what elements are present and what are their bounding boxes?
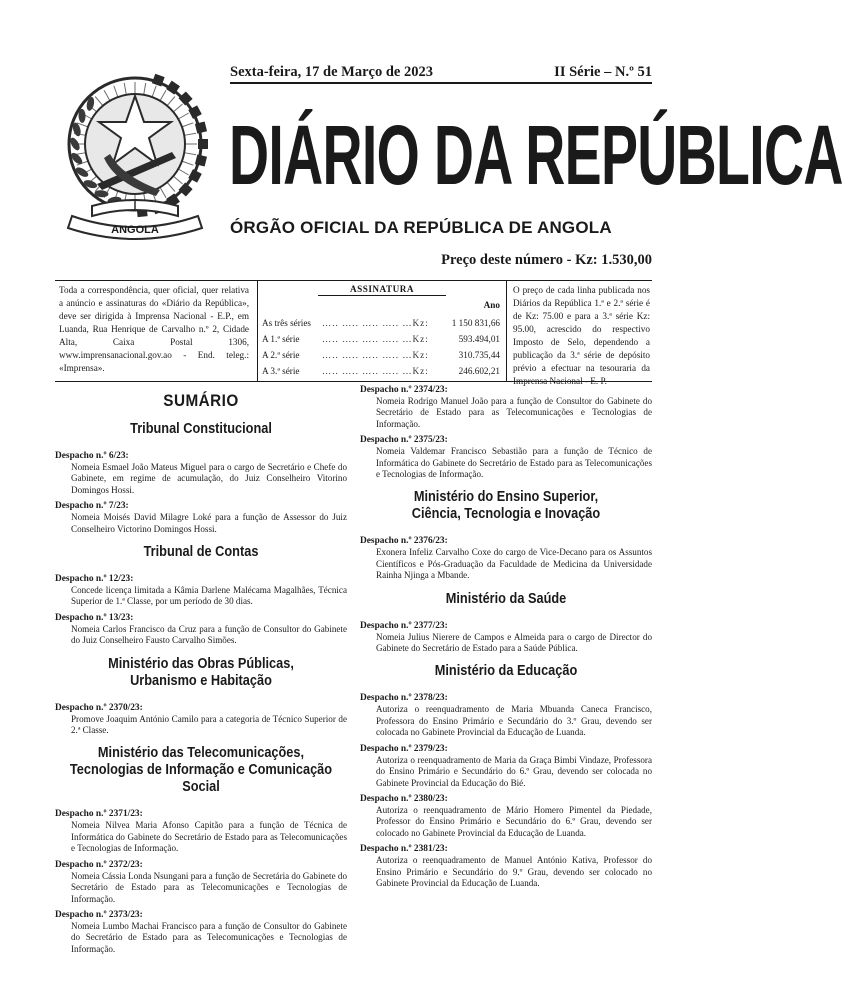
subscription-table: [257, 281, 507, 381]
sun-ray: [178, 113, 188, 119]
despacho-entry: [55, 500, 347, 535]
row-label: As três séries: [262, 318, 311, 328]
despacho-number: Despacho n.º 2371/23:: [55, 809, 143, 820]
year-label: Ano: [483, 300, 500, 310]
line-price-note: O preço de cada linha publicada nos Diários da República 1.ª e 2.ª série é de Kz: 75.00 e para a 3.ª série Kz: 95.00, acrescido do respectivo Imposto de Selo, dependendo a publicação da 3.ª série de depósito prévio a efectuar na tesouraria da Imprensa Nacional - E. P.: [513, 285, 650, 386]
despacho-entry: [360, 434, 652, 480]
despacho-number: Despacho n.º 2380/23:: [360, 793, 448, 804]
sun-ray: [124, 83, 126, 95]
angola-emblem-icon: [52, 66, 218, 242]
cog-tooth: [178, 91, 192, 105]
despacho-text: Autoriza o reenquadramento de Maria Mbuanda Caneca Francisco, Professora do Ensino Primário e Secundário do 3.º Grau, devendo ser colocada no Gabinete Provincial da Educação de Luanda.: [376, 704, 652, 738]
sun-ray: [104, 90, 110, 100]
sun-ray: [95, 97, 103, 106]
issue-date: Sexta-feira, 17 de Março de 2023: [230, 64, 433, 80]
despacho-text: Autoriza o reenquadramento de Manuel António Kativa, Professor do Ensino Primário e Secundário do 9.º Grau, devendo ser colocado no Gabinete Provincial da Educação de Luanda.: [376, 855, 652, 888]
row-value: 593.494,01: [458, 334, 500, 344]
heading-rule: [318, 295, 446, 296]
section-heading: Ministério das Obras Públicas, Urbanismo e Habitação: [108, 655, 294, 689]
row-value: 310.735,44: [458, 350, 500, 360]
sun-ray: [182, 161, 193, 165]
despacho-number: Despacho n.º 2378/23:: [360, 693, 448, 704]
row-value: 1 150 831,66: [451, 318, 500, 328]
row-dots: ….. ….. ….. ….. …Kz:: [322, 350, 429, 360]
despacho-text: Nomeia Lumbo Machai Francisco para a função de Consultor do Gabinete do Secretário de Estado para as Telecomunicações e Tecnologias de Informação.: [71, 920, 347, 954]
despacho-entry: [55, 612, 347, 647]
dateline: [230, 62, 652, 84]
subscription-row: [262, 349, 500, 362]
sun-ray: [173, 176, 182, 184]
sun-ray: [167, 182, 175, 191]
despacho-entry: [360, 692, 652, 738]
despacho-text: Nomeia Cássia Londa Nsungani para a função de Secretária do Gabinete do Secretário de Estado para as Telecomunicações e Tecnologias de Informação.: [71, 870, 347, 904]
row-dots: ….. ….. ….. ….. …Kz:: [322, 318, 429, 328]
section-heading: Tribunal de Contas: [143, 544, 259, 561]
sun-ray: [160, 187, 166, 197]
despacho-text: Concede licença limitada a Kâmia Darlene Malécama Magalhães, Técnica Superior de 1.ª Classe, por um período de 30 dias.: [71, 585, 347, 607]
despacho-text: Autoriza o reenquadramento de Maria da Graça Bimbi Vindaze, Professora do Ensino Primário e Secundário do 6.º Grau, devendo ser colocada no Gabinete Provincial da Educação do Bié.: [376, 754, 652, 788]
sun-ray: [114, 86, 118, 97]
sun-ray: [182, 123, 193, 127]
summary-right-column: [360, 384, 652, 889]
sun-ray: [173, 104, 182, 112]
despacho-text: Autoriza o reenquadramento de Mário Homero Pimentel da Piedade, Professor do Ensino Primário e Secundário do 6.º Grau, devendo ser colocado no Gabinete Provincial da Educação de Luanda.: [376, 804, 652, 838]
despacho-entry: [360, 535, 652, 581]
subscription-row: [262, 365, 500, 378]
despacho-number: Despacho n.º 13/23:: [55, 612, 134, 623]
despacho-entry: [360, 743, 652, 789]
sun-ray: [184, 153, 196, 155]
despacho-entry: [360, 793, 652, 839]
despacho-number: Despacho n.º 2377/23:: [360, 620, 448, 631]
row-dots: ….. ….. ….. ….. …Kz:: [322, 366, 429, 376]
despacho-text: Nomeia Carlos Francisco da Cruz para a função de Consultor do Gabinete do Juiz Conselheiro Fausto Carvalho Simões.: [71, 623, 347, 646]
despacho-number: Despacho n.º 7/23:: [55, 501, 129, 512]
sun-ray: [167, 97, 175, 106]
cog-tooth: [198, 139, 208, 149]
subscription-row: [262, 317, 500, 330]
despacho-entry: [55, 909, 347, 955]
despacho-entry: [55, 450, 347, 496]
despacho-entry: [55, 859, 347, 905]
section-heading: Tribunal Constitucional: [130, 421, 272, 437]
info-box: [55, 280, 652, 386]
row-dots: ….. ….. ….. ….. …Kz:: [322, 334, 429, 344]
despacho-text: Nomeia Moisés David Milagre Loké para a função de Assessor do Juiz Conselheiro Victorino Domingos Hossi.: [71, 512, 347, 534]
emblem-ribbon-text: ANGOLA: [111, 224, 159, 236]
sun-ray: [152, 86, 156, 97]
summary-left-column: [55, 385, 347, 955]
despacho-text: Nomeia Nilvea Maria Afonso Capitão para a função de Técnica de Informática do Gabinete do Secretário de Estado para as Telecomunicações e Tecnologias de Informação.: [71, 820, 347, 854]
despacho-number: Despacho n.º 2373/23:: [55, 909, 143, 920]
despacho-entry: [360, 384, 652, 430]
section-heading: Ministério da Educação: [434, 663, 578, 680]
despacho-number: Despacho n.º 6/23:: [55, 451, 129, 461]
despacho-text: Nomeia Valdemar Francisco Sebastião para a função de Técnico de Informática do Gabinete do Secretário de Estado para as Telecomunicações e Tecnologias de Informação.: [376, 446, 652, 480]
section-heading: Ministério das Telecomunicações, Tecnologias de Informação e Comunicação Social: [69, 745, 333, 796]
issue-price: Preço deste número - Kz: 1.530,00: [441, 252, 652, 268]
row-label: A 1.ª série: [262, 334, 300, 344]
sun-ray: [144, 83, 146, 95]
despacho-text: Promove Joaquim António Camilo para a categoria de Técnico Superior de 2.ª Classe.: [71, 713, 347, 736]
cog-tooth: [178, 182, 192, 196]
despacho-number: Despacho n.º 2372/23:: [55, 859, 143, 870]
despacho-text: Exonera Infeliz Carvalho Coxe do cargo de Vice-Decano para os Assuntos Científicos e Pós-Graduação da Faculdade de Medicina da Universidade Rainha Njinga a Mbande.: [376, 547, 652, 581]
despacho-text: Nomeia Esmael João Mateus Miguel para o cargo de Secretário e Chefe do Gabinete, em regime de acumulação, do Juiz Conselheiro Vitorino Domingos Hossi.: [71, 462, 347, 495]
section-heading: Ministério do Ensino Superior, Ciência, Tecnologia e Inovação: [411, 489, 601, 523]
despacho-number: Despacho n.º 2379/23:: [360, 743, 448, 754]
correspondence-note: Toda a correspondência, quer oficial, quer relativa a anúncio e assinaturas do «Diário da República», deve ser dirigida à Imprensa Nacional - E.P., em Luanda, Rua Henrique de Carvalho n.º 2, Cidade Alta, Caixa Postal 1306, www.imprensanacional.gov.ao - End. teleg.: «Imprensa».: [59, 285, 249, 373]
despacho-number: Despacho n.º 2375/23:: [360, 435, 448, 446]
issue-series: II Série – N.º 51: [554, 64, 652, 80]
despacho-text: Nomeia Julius Nierere de Campos e Almeida para o cargo de Director do Gabinete do Secretário de Estado para a Saúde Pública.: [376, 631, 652, 654]
despacho-number: Despacho n.º 2381/23:: [360, 844, 448, 855]
row-value: 246.602,21: [458, 366, 500, 376]
despacho-entry: [360, 843, 652, 889]
section-heading: Ministério da Saúde: [445, 590, 567, 607]
masthead-subtitle: ÓRGÃO OFICIAL DA REPÚBLICA DE ANGOLA: [230, 218, 612, 237]
subscription-heading: ASSINATURA: [349, 284, 415, 294]
despacho-number: Despacho n.º 2376/23:: [360, 536, 448, 547]
sun-ray: [184, 133, 196, 135]
despacho-number: Despacho n.º 2370/23:: [55, 702, 143, 713]
row-label: A 3.ª série: [262, 366, 300, 376]
despacho-entry: [360, 620, 652, 655]
despacho-text: Nomeia Rodrigo Manuel João para a função de Consultor do Gabinete do Secretário de Estado para as Telecomunicações e Tecnologias de Informação.: [376, 396, 652, 429]
despacho-entry: [55, 808, 347, 854]
despacho-entry: [55, 573, 347, 608]
row-label: A 2.ª série: [262, 350, 300, 360]
despacho-number: Despacho n.º 12/23:: [55, 574, 134, 585]
subscription-row: [262, 333, 500, 346]
sun-ray: [160, 90, 166, 100]
masthead-title: DIÁRIO DA REPÚBLICA: [229, 108, 843, 202]
sun-ray: [178, 169, 188, 175]
summary-title: SUMÁRIO: [163, 391, 239, 410]
despacho-number: Despacho n.º 2374/23:: [360, 385, 448, 395]
despacho-entry: [55, 702, 347, 737]
